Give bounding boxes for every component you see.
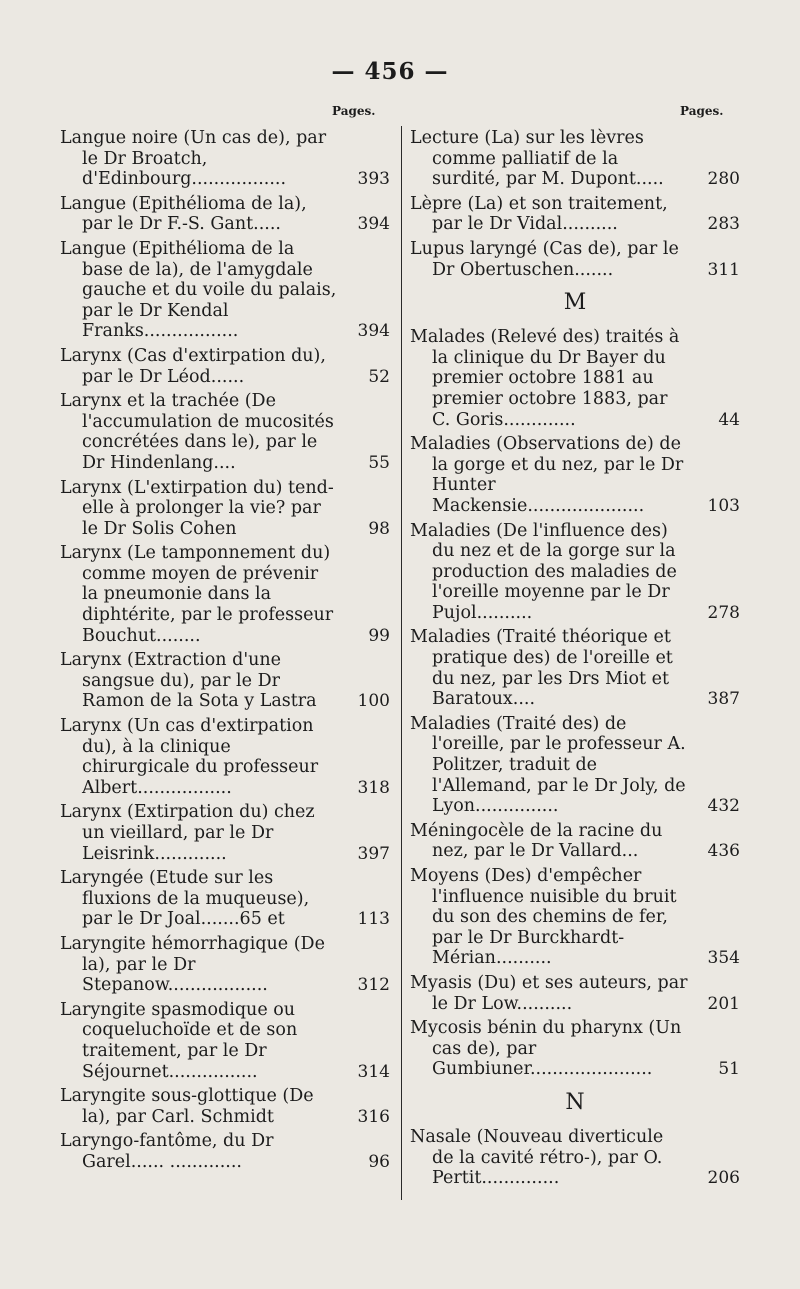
entry-text: Larynx (Un cas d'extirpation du), à la clinique chirurgicale du professeur Albert................. [60, 716, 319, 798]
index-entry [60, 478, 390, 540]
entry-page-number: 113 [357, 909, 390, 930]
entry-page-number: 55 [368, 452, 390, 473]
entry-text: Laryngite spasmodique ou coqueluchoïde et de son traitement, par le Dr Séjournet................ [60, 999, 298, 1082]
entry-text: Méningocèle de la racine du nez, par le Dr Vallard... [410, 820, 663, 862]
entry-page-number: 283 [707, 214, 740, 235]
index-entry [60, 868, 390, 930]
entry-page-number: 51 [718, 1059, 740, 1080]
entry-text: Lèpre (La) et son traitement, par le Dr Vidal.......... [410, 193, 668, 235]
index-entry [60, 128, 390, 190]
entry-page-number: 397 [357, 843, 390, 864]
entry-text: Maladies (De l'influence des) du nez et de la gorge sur la production des maladies de l'oreille moyenne par le Dr Pujol.......... [410, 520, 677, 623]
index-entry [410, 327, 740, 430]
entry-page-number: 201 [707, 993, 740, 1014]
entry-text: Larynx (Le tamponnement du) comme moyen de prévenir la pneumonie dans la diphtérite, par le professeur Bouchut........ [60, 543, 334, 646]
entry-page-number: 393 [357, 169, 390, 190]
index-entry [410, 1018, 740, 1080]
entry-page-number: 206 [707, 1168, 740, 1189]
entry-page-number: 394 [357, 214, 390, 235]
index-entry [60, 802, 390, 864]
entry-page-number: 354 [707, 948, 740, 969]
entry-text: Moyens (Des) d'empêcher l'influence nuisible du bruit du son des chemins de fer, par le Dr Burckhardt-Mérian.......... [410, 866, 677, 969]
entry-page-number: 316 [357, 1106, 390, 1127]
entry-page-number: 103 [707, 495, 740, 516]
entry-text: Langue (Epithélioma de la base de la), de l'amygdale gauche et du voile du palais, par le Dr Kendal Franks................. [60, 238, 337, 342]
entry-page-number: 100 [357, 691, 390, 712]
index-entry [60, 239, 390, 342]
entry-page-number: 278 [707, 602, 740, 623]
index-entry [410, 973, 740, 1014]
index-entry [60, 1086, 390, 1127]
entry-text: Malades (Relevé des) traités à la clinique du Dr Bayer du premier octobre 1881 au premier octobre 1883, par C. Goris............. [410, 327, 680, 430]
page-number: — 456 — [331, 58, 449, 85]
entry-text: Langue noire (Un cas de), par le Dr Broatch, d'Edinbourg................. [60, 128, 327, 190]
entry-page-number: 394 [357, 321, 390, 342]
index-entry [60, 1000, 390, 1082]
index-entry [410, 239, 740, 280]
entry-text: Nasale (Nouveau diverticule de la cavité rétro-), par O. Pertit.............. [410, 1126, 664, 1189]
index-entry [60, 650, 390, 712]
entry-text: Laryngo-fantôme, du Dr Garel...... ............. [60, 1131, 274, 1172]
index-entry [410, 821, 740, 862]
entry-text: Maladies (Traité des) de l'oreille, par le professeur A. Politzer, traduit de l'Allemand, par le Dr Joly, de Lyon............... [410, 713, 686, 817]
entry-text: Myasis (Du) et ses auteurs, par le Dr Low.......... [410, 972, 688, 1014]
index-entry [410, 521, 740, 624]
entry-page-number: 432 [707, 796, 740, 817]
index-entry [60, 391, 390, 473]
entry-text: Laryngée (Etude sur les fluxions de la muqueuse), par le Dr Joal.......65 et [60, 868, 310, 930]
entry-text: Larynx (Extraction d'une sangsue du), par le Dr Ramon de la Sota y Lastra [60, 650, 317, 712]
entry-page-number: 312 [357, 975, 390, 996]
entry-text: Mycosis bénin du pharynx (Un cas de), par Gumbiuner...................... [410, 1018, 682, 1080]
entry-text: Larynx (L'extirpation du) tend-elle à prolonger la vie? par le Dr Solis Cohen [60, 477, 334, 539]
entry-page-number: 98 [368, 518, 390, 539]
entry-text: Lupus laryngé (Cas de), par le Dr Obertuschen....... [410, 238, 679, 280]
entry-text: Laryngite sous-glottique (De la), par Carl. Schmidt [60, 1086, 314, 1127]
entry-page-number: 314 [357, 1061, 390, 1082]
entry-page-number: 280 [707, 169, 740, 190]
index-entry [410, 434, 740, 516]
index-entry [410, 627, 740, 709]
left-column [60, 128, 390, 1177]
entry-page-number: 387 [707, 689, 740, 710]
entry-page-number: 52 [368, 366, 390, 387]
entry-text: Lecture (La) sur les lèvres comme palliatif de la surdité, par M. Dupont..... [410, 128, 664, 190]
entry-text: Larynx (Extirpation du) chez un vieillard, par le Dr Leisrink............. [60, 802, 315, 864]
index-entry [60, 543, 390, 646]
pages-label-left: Pages. [332, 104, 376, 118]
column-divider [401, 126, 402, 1200]
entry-page-number: 44 [718, 409, 740, 430]
index-entry [410, 194, 740, 235]
section-letter: M [563, 290, 587, 316]
entry-text: Maladies (Traité théorique et pratique des) de l'oreille et du nez, par les Drs Miot et Baratoux.... [410, 627, 673, 710]
index-entry [60, 1131, 390, 1172]
entry-text: Larynx (Cas d'extirpation du), par le Dr Léod...... [60, 345, 326, 387]
index-entry [60, 194, 390, 235]
entry-text: Laryngite hémorrhagique (De la), par le Dr Stepanow.................. [60, 933, 325, 996]
right-column [410, 128, 740, 1193]
entry-text: Maladies (Observations de) de la gorge et du nez, par le Dr Hunter Mackensie..................... [410, 434, 684, 516]
entry-page-number: 436 [707, 841, 740, 862]
entry-text: Langue (Epithélioma de la), par le Dr F.-S. Gant..... [60, 193, 307, 235]
entry-page-number: 96 [368, 1151, 390, 1172]
entry-text: Larynx et la trachée (De l'accumulation de mucosités concrétées dans le), par le Dr Hindenlang.... [60, 391, 334, 473]
entry-page-number: 318 [357, 777, 390, 798]
section-letter: N [565, 1089, 585, 1115]
index-entry [60, 716, 390, 798]
index-entry [410, 714, 740, 817]
index-entry [410, 866, 740, 969]
entry-page-number: 311 [707, 259, 740, 280]
entry-page-number: 99 [368, 625, 390, 646]
index-entry [410, 1127, 740, 1189]
index-entry [410, 128, 740, 190]
pages-label-right: Pages. [680, 104, 724, 118]
index-entry [60, 346, 390, 387]
index-entry [60, 934, 390, 996]
